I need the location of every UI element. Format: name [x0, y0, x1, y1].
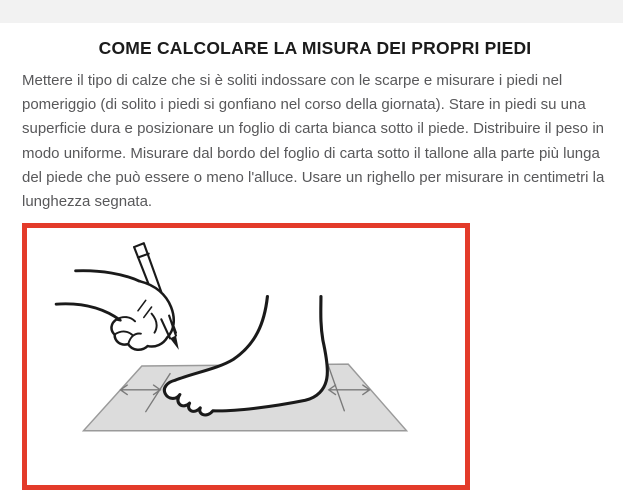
foot-measurement-drawing	[27, 228, 465, 485]
hand-pencil-drawing	[56, 243, 179, 350]
page-title: COME CALCOLARE LA MISURA DEI PROPRI PIEDI	[98, 38, 532, 58]
hand-outline	[111, 282, 173, 350]
foot-measurement-illustration	[22, 223, 470, 490]
top-bar	[0, 0, 623, 23]
article-paragraph: Mettere il tipo di calze che si è soliti indossare con le scarpe e misurare i piedi nel pomeriggio (di solito i piedi si gonfiano nel corso della giornata). Stare in piedi su una superficie dura e posizionare un foglio di carta bianca sotto il piede. Distribuire il peso in modo uniforme. Misurare dal bordo del foglio di carta sotto il tallone alla parte più lunga del piede che può essere o meno l'alluce. Usare un righello per misurare in centimetri la lunghezza segnata.	[22, 72, 605, 211]
foot-drawing	[164, 297, 327, 415]
pencil-tip	[170, 336, 179, 350]
article	[0, 38, 623, 490]
